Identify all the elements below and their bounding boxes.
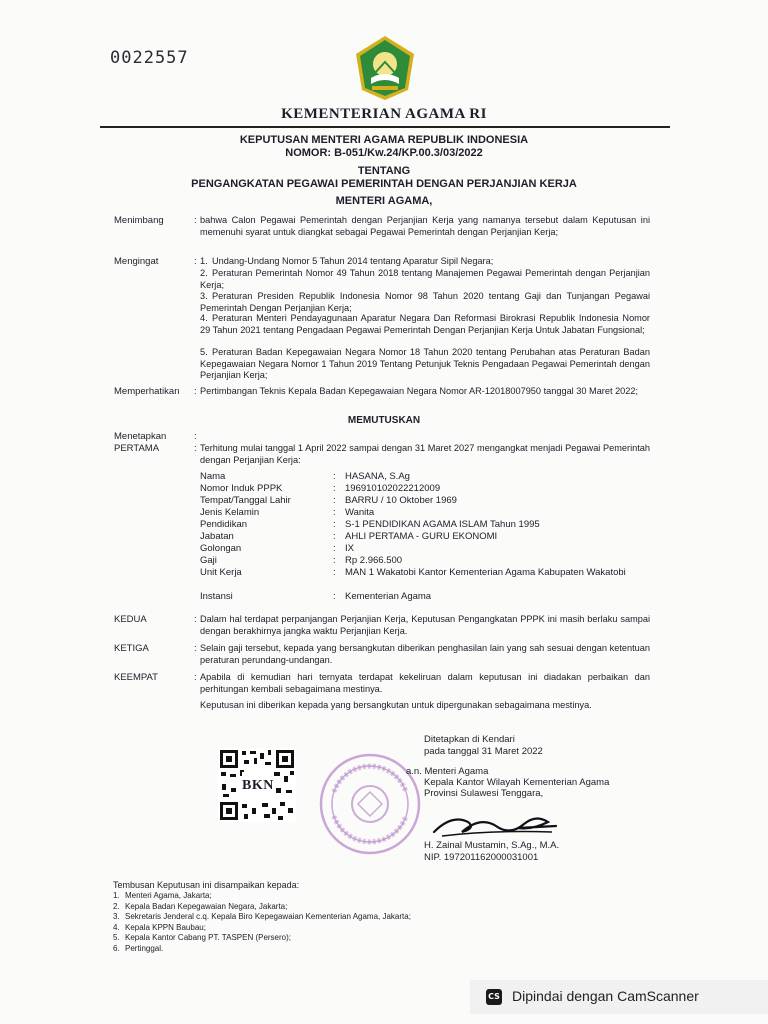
detail-row: Pendidikan : S-1 PENDIDIKAN AGAMA ISLAM Tahun 1995 <box>200 519 540 530</box>
ketiga-label: KETIGA <box>114 643 149 654</box>
serial-number: 0022557 <box>110 48 189 68</box>
list-item: 2. Kepala Badan Kepegawaian Negara, Jakarta; <box>113 901 288 911</box>
memutuskan-heading: MEMUTUSKAN <box>347 415 421 426</box>
menimbang-text: bahwa Calon Pegawai Pemerintah dengan Perjanjian Kerja yang namanya tersebut dalam Keputusan ini memenuhi syarat untuk diangkat sebagai Pegawai Pemerintah dengan Perjanjian Kerja; <box>200 215 650 237</box>
detail-row: Gaji : Rp 2.966.500 <box>200 555 403 566</box>
colon: : <box>194 431 197 442</box>
mengingat-item-4: 4. Peraturan Menteri Pendayagunaan Aparatur Negara Dan Reformasi Birokrasi Republik Indonesia Nomor 29 Tahun 2021 tentang Pengadaan Pegawai Pemerintah Dengan Perjanjian Kerja Untuk Jabatan Fungsional; <box>200 313 650 335</box>
item-number: 3. <box>200 291 208 301</box>
ketiga-text: Selain gaji tersebut, kepada yang bersangkutan diberikan penghasilan lain yang sah sesuai dengan ketentuan peraturan perundang-undangan. <box>200 643 650 665</box>
camscanner-icon: CS <box>486 989 502 1005</box>
official-heading: MENTERI AGAMA, <box>335 195 433 207</box>
memperhatikan-label: Memperhatikan <box>114 386 180 397</box>
list-item: 5. Kepala Kantor Cabang PT. TASPEN (Persero); <box>113 933 292 942</box>
mengingat-item-1: 1. Undang-Undang Nomor 5 Tahun 2014 tentang Aparatur Sipil Negara; <box>200 256 494 266</box>
item-number: 4. <box>200 313 208 323</box>
mengingat-item-5: 5. Peraturan Badan Kepegawaian Negara Nomor 18 Tahun 2020 tentang Perubahan atas Peraturan Badan Kepegawaian Negara Nomor 1 Tahun 2019 Tentang Petunjuk Teknis Pengadaan Pegawai Pemerintah dengan Perjanjian Kerja; <box>200 347 650 380</box>
list-item: 6. Pertinggal. <box>113 943 164 953</box>
detail-row: Jabatan : AHLI PERTAMA - GURU EKONOMI <box>200 531 498 542</box>
handwritten-signature-icon <box>432 806 562 840</box>
detail-row: Nama : HASANA, S.Ag <box>200 471 410 482</box>
detail-row: Tempat/Tanggal Lahir : BARRU / 10 Oktober 1969 <box>200 495 457 506</box>
keempat-text: Apabila di kemudian hari ternyata terdapat kekeliruan dalam keputusan ini diadakan perbaikan dan perhitungan kembali sebagaimana mestinya. <box>200 672 650 694</box>
detail-row: Unit Kerja : MAN 1 Wakatobi Kantor Kementerian Agama Kabupaten Wakatobi <box>200 567 626 578</box>
pertama-text: Terhitung mulai tanggal 1 April 2022 sampai dengan 31 Maret 2027 mengangkat menjadi Pegawai Pemerintah dengan Perjanjian Kerja: <box>200 443 650 465</box>
signature-an: a.n. Menteri Agama <box>406 766 489 777</box>
menetapkan-label: Menetapkan <box>114 431 167 442</box>
menimbang-label: Menimbang <box>114 215 164 226</box>
colon: : <box>194 443 197 454</box>
decree-subject: PENGANGKATAN PEGAWAI PEMERINTAH DENGAN PERJANJIAN KERJA <box>191 178 577 190</box>
ministry-logo-icon <box>352 34 418 102</box>
list-item: 1. Menteri Agama, Jakarta; <box>113 891 212 900</box>
decree-title: KEPUTUSAN MENTERI AGAMA REPUBLIK INDONESIA <box>239 134 529 146</box>
colon: : <box>194 256 197 267</box>
mengingat-item-2: 2. Peraturan Pemerintah Nomor 49 Tahun 2018 tentang Manajemen Pegawai Pemerintah dengan Perjanjian Kerja; <box>200 268 650 290</box>
signature-position-2: Provinsi Sulawesi Tenggara, <box>424 788 544 799</box>
keempat-label: KEEMPAT <box>114 672 158 683</box>
mengingat-item-3: 3. Peraturan Presiden Republik Indonesia Nomor 98 Tahun 2020 tentang Gaji dan Tunjangan Pegawai Pemerintah Dengan Perjanjian Kerja; <box>200 291 650 313</box>
item-number: 2. <box>200 268 208 278</box>
tentang-heading: TENTANG <box>357 165 411 177</box>
header-divider <box>100 126 670 128</box>
decree-number: NOMOR: B-051/Kw.24/KP.00.3/03/2022 <box>285 147 483 159</box>
mengingat-label: Mengingat <box>114 256 159 267</box>
colon: : <box>194 386 197 397</box>
tembusan-list <box>113 891 513 954</box>
colon: : <box>194 215 197 226</box>
tembusan-title: Tembusan Keputusan ini disampaikan kepada: <box>113 880 300 890</box>
kedua-text: Dalam hal terdapat perpanjangan Perjanjian Kerja, Keputusan Pengangkatan PPPK ini masih berlaku sampai dengan berakhirnya jangka waktu Perjanjian Kerja. <box>200 614 650 636</box>
item-number: 5. <box>200 347 208 357</box>
colon: : <box>194 614 197 625</box>
closing-statement: Keputusan ini diberikan kepada yang bersangkutan untuk dipergunakan sebagaimana mestinya. <box>200 700 592 710</box>
scanner-watermark-text: Dipindai dengan CamScanner <box>512 988 699 1004</box>
detail-row: Instansi : Kementerian Agama <box>200 591 432 602</box>
signature-place: Ditetapkan di Kendari <box>424 734 515 745</box>
qr-bkn-label: BKN <box>242 778 274 793</box>
detail-row: Nomor Induk PPPK : 196910102022212009 <box>200 483 441 494</box>
detail-row: Golongan : IX <box>200 543 354 554</box>
signatory-nip: NIP. 197201162000031001 <box>424 852 539 863</box>
signature-date: pada tanggal 31 Maret 2022 <box>424 746 543 757</box>
item-number: 1. <box>200 256 208 266</box>
colon: : <box>194 672 197 683</box>
list-item: 3. Sekretaris Jenderal c.q. Kepala Biro Kepegawaian Kementerian Agama, Jakarta; <box>113 912 411 921</box>
pertama-label: PERTAMA <box>114 443 160 454</box>
appointee-details <box>200 471 650 603</box>
detail-row: Jenis Kelamin : Wanita <box>200 507 375 518</box>
list-item: 4. Kepala KPPN Baubau; <box>113 922 206 932</box>
memperhatikan-text: Pertimbangan Teknis Kepala Badan Kepegawaian Negara Nomor AR-12018007950 tanggal 30 Maret 2022; <box>200 386 639 396</box>
kedua-label: KEDUA <box>114 614 147 625</box>
colon: : <box>194 643 197 654</box>
signatory-name: H. Zainal Mustamin, S.Ag., M.A. <box>424 840 560 851</box>
ministry-heading: KEMENTERIAN AGAMA RI <box>281 106 487 122</box>
signature-position-1: Kepala Kantor Wilayah Kementerian Agama <box>424 777 610 788</box>
